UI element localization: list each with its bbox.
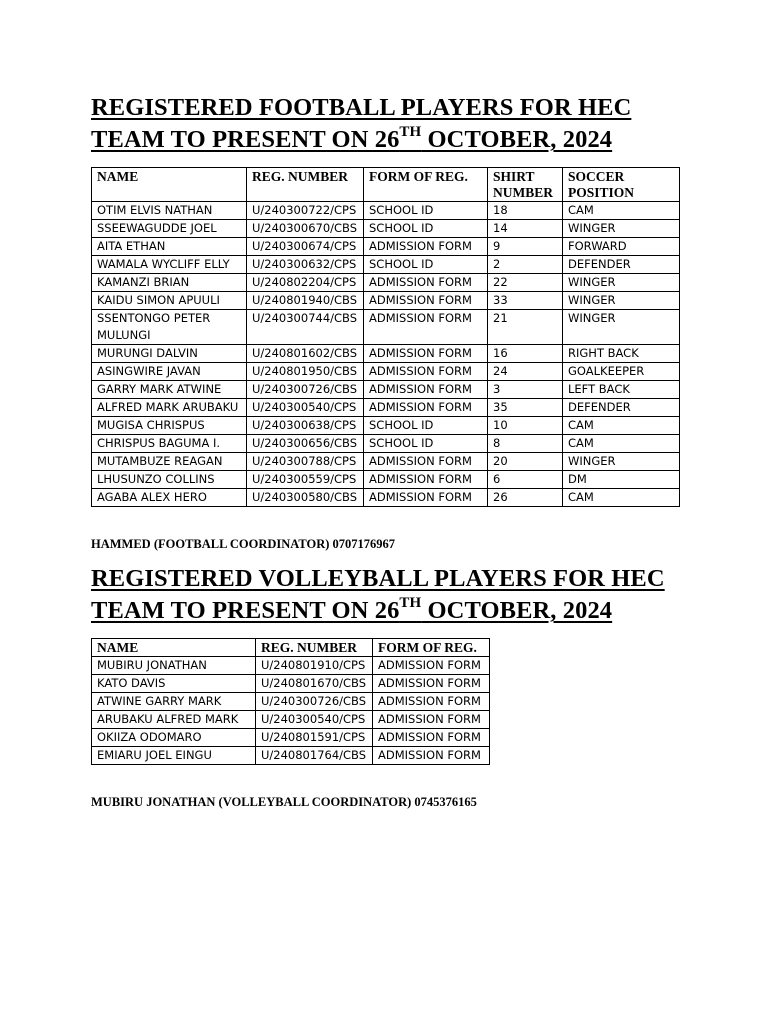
table-row bbox=[92, 746, 490, 764]
table-row bbox=[92, 256, 680, 274]
soccer-position-cell: DM bbox=[563, 471, 680, 489]
volleyball-title bbox=[91, 563, 665, 627]
shirt-number-cell: 18 bbox=[488, 202, 563, 220]
form-of-reg-cell: ADMISSION FORM bbox=[364, 292, 488, 310]
player-name-cell: KAIDU SIMON APUULI bbox=[92, 292, 247, 310]
table-row bbox=[92, 453, 680, 471]
soccer-position-cell: FORWARD bbox=[563, 238, 680, 256]
football-table bbox=[91, 167, 680, 507]
reg-number-cell: U/240801940/CBS bbox=[247, 292, 364, 310]
form-of-reg-cell: ADMISSION FORM bbox=[373, 728, 490, 746]
reg-number-cell: U/240300726/CBS bbox=[247, 381, 364, 399]
shirt-number-cell: 14 bbox=[488, 220, 563, 238]
player-name-cell: EMIARU JOEL EINGU bbox=[92, 746, 256, 764]
form-of-reg-cell: ADMISSION FORM bbox=[364, 399, 488, 417]
player-name-cell: ATWINE GARRY MARK bbox=[92, 692, 256, 710]
player-name-cell: AGABA ALEX HERO bbox=[92, 489, 247, 507]
table-row bbox=[92, 274, 680, 292]
player-name-cell: LHUSUNZO COLLINS bbox=[92, 471, 247, 489]
volleyball-title-line2-suffix: OCTOBER, 2024 bbox=[421, 597, 613, 624]
player-name-cell: ARUBAKU ALFRED MARK bbox=[92, 710, 256, 728]
player-name-cell: KAMANZI BRIAN bbox=[92, 274, 247, 292]
player-name-cell: OTIM ELVIS NATHAN bbox=[92, 202, 247, 220]
reg-number-cell: U/240300788/CPS bbox=[247, 453, 364, 471]
football-title-line1: REGISTERED FOOTBALL PLAYERS FOR HEC bbox=[91, 94, 632, 121]
reg-number-cell: U/240300674/CPS bbox=[247, 238, 364, 256]
table-row bbox=[92, 417, 680, 435]
soccer-position-cell: DEFENDER bbox=[563, 256, 680, 274]
form-of-reg-cell: ADMISSION FORM bbox=[364, 381, 488, 399]
volleyball-title-line2-prefix: TEAM TO PRESENT ON 26 bbox=[91, 597, 400, 624]
volleyball-header-row bbox=[92, 639, 490, 657]
form-of-reg-cell: ADMISSION FORM bbox=[364, 363, 488, 381]
table-row bbox=[92, 692, 490, 710]
shirt-number-cell: 33 bbox=[488, 292, 563, 310]
football-header-soccer-position: SOCCER POSITION bbox=[563, 168, 680, 202]
player-name-cell: MUGISA CHRISPUS bbox=[92, 417, 247, 435]
volleyball-header-form-of-reg: FORM OF REG. bbox=[373, 639, 490, 657]
table-row bbox=[92, 292, 680, 310]
form-of-reg-cell: ADMISSION FORM bbox=[364, 489, 488, 507]
reg-number-cell: U/240300656/CBS bbox=[247, 435, 364, 453]
shirt-number-cell: 9 bbox=[488, 238, 563, 256]
player-name-cell: SSENTONGO PETER MULUNGI bbox=[92, 310, 247, 345]
player-name-cell: MURUNGI DALVIN bbox=[92, 345, 247, 363]
shirt-number-cell: 20 bbox=[488, 453, 563, 471]
reg-number-cell: U/240801910/CPS bbox=[256, 656, 373, 674]
player-name-cell: MUBIRU JONATHAN bbox=[92, 656, 256, 674]
table-row bbox=[92, 399, 680, 417]
soccer-position-cell: CAM bbox=[563, 489, 680, 507]
soccer-position-cell: CAM bbox=[563, 417, 680, 435]
table-row bbox=[92, 381, 680, 399]
player-name-cell: GARRY MARK ATWINE bbox=[92, 381, 247, 399]
soccer-position-cell: DEFENDER bbox=[563, 399, 680, 417]
table-row bbox=[92, 471, 680, 489]
shirt-number-cell: 22 bbox=[488, 274, 563, 292]
table-row bbox=[92, 489, 680, 507]
table-row bbox=[92, 238, 680, 256]
shirt-number-cell: 24 bbox=[488, 363, 563, 381]
form-of-reg-cell: ADMISSION FORM bbox=[364, 453, 488, 471]
soccer-position-cell: WINGER bbox=[563, 292, 680, 310]
football-title-line2-suffix: OCTOBER, 2024 bbox=[421, 126, 613, 153]
table-row bbox=[92, 202, 680, 220]
form-of-reg-cell: SCHOOL ID bbox=[364, 256, 488, 274]
form-of-reg-cell: ADMISSION FORM bbox=[373, 656, 490, 674]
shirt-number-cell: 35 bbox=[488, 399, 563, 417]
shirt-number-cell: 26 bbox=[488, 489, 563, 507]
table-row bbox=[92, 728, 490, 746]
form-of-reg-cell: ADMISSION FORM bbox=[373, 710, 490, 728]
reg-number-cell: U/240801950/CBS bbox=[247, 363, 364, 381]
soccer-position-cell: WINGER bbox=[563, 274, 680, 292]
table-row bbox=[92, 435, 680, 453]
shirt-number-cell: 6 bbox=[488, 471, 563, 489]
football-header-shirt-number: SHIRT NUMBER bbox=[488, 168, 563, 202]
form-of-reg-cell: SCHOOL ID bbox=[364, 202, 488, 220]
volleyball-header-name: NAME bbox=[92, 639, 256, 657]
football-header-form-of-reg: FORM OF REG. bbox=[364, 168, 488, 202]
reg-number-cell: U/240300540/CPS bbox=[247, 399, 364, 417]
football-coordinator: HAMMED (FOOTBALL COORDINATOR) 0707176967 bbox=[91, 537, 396, 551]
form-of-reg-cell: ADMISSION FORM bbox=[373, 692, 490, 710]
football-title bbox=[91, 92, 631, 156]
table-row bbox=[92, 363, 680, 381]
player-name-cell: ALFRED MARK ARUBAKU bbox=[92, 399, 247, 417]
table-row bbox=[92, 674, 490, 692]
player-name-cell: WAMALA WYCLIFF ELLY bbox=[92, 256, 247, 274]
football-title-line2-prefix: TEAM TO PRESENT ON 26 bbox=[91, 126, 400, 153]
soccer-position-cell: LEFT BACK bbox=[563, 381, 680, 399]
form-of-reg-cell: ADMISSION FORM bbox=[364, 238, 488, 256]
reg-number-cell: U/240801602/CBS bbox=[247, 345, 364, 363]
shirt-number-cell: 10 bbox=[488, 417, 563, 435]
football-header-name: NAME bbox=[92, 168, 247, 202]
player-name-cell: ASINGWIRE JAVAN bbox=[92, 363, 247, 381]
football-header-row bbox=[92, 168, 680, 202]
player-name-cell: KATO DAVIS bbox=[92, 674, 256, 692]
table-row bbox=[92, 310, 680, 345]
reg-number-cell: U/240802204/CPS bbox=[247, 274, 364, 292]
reg-number-cell: U/240300744/CBS bbox=[247, 310, 364, 345]
form-of-reg-cell: SCHOOL ID bbox=[364, 435, 488, 453]
volleyball-table-body bbox=[92, 656, 490, 764]
soccer-position-cell: CAM bbox=[563, 202, 680, 220]
player-name-cell: SSEEWAGUDDE JOEL bbox=[92, 220, 247, 238]
reg-number-cell: U/240801591/CPS bbox=[256, 728, 373, 746]
reg-number-cell: U/240300559/CPS bbox=[247, 471, 364, 489]
form-of-reg-cell: ADMISSION FORM bbox=[373, 746, 490, 764]
form-of-reg-cell: SCHOOL ID bbox=[364, 417, 488, 435]
player-name-cell: CHRISPUS BAGUMA I. bbox=[92, 435, 247, 453]
shirt-number-cell: 2 bbox=[488, 256, 563, 274]
football-table-body bbox=[92, 202, 680, 507]
soccer-position-cell: WINGER bbox=[563, 220, 680, 238]
table-row bbox=[92, 710, 490, 728]
reg-number-cell: U/240300726/CBS bbox=[256, 692, 373, 710]
shirt-number-cell: 3 bbox=[488, 381, 563, 399]
table-row bbox=[92, 220, 680, 238]
soccer-position-cell: GOALKEEPER bbox=[563, 363, 680, 381]
volleyball-coordinator: MUBIRU JONATHAN (VOLLEYBALL COORDINATOR) 0745376165 bbox=[91, 795, 477, 809]
volleyball-header-reg-number: REG. NUMBER bbox=[256, 639, 373, 657]
reg-number-cell: U/240801764/CBS bbox=[256, 746, 373, 764]
reg-number-cell: U/240300638/CPS bbox=[247, 417, 364, 435]
soccer-position-cell: CAM bbox=[563, 435, 680, 453]
player-name-cell: OKIIZA ODOMARO bbox=[92, 728, 256, 746]
player-name-cell: AITA ETHAN bbox=[92, 238, 247, 256]
football-title-line2-sup: TH bbox=[399, 123, 422, 140]
reg-number-cell: U/240300670/CBS bbox=[247, 220, 364, 238]
soccer-position-cell: WINGER bbox=[563, 453, 680, 471]
soccer-position-cell: WINGER bbox=[563, 310, 680, 345]
form-of-reg-cell: ADMISSION FORM bbox=[364, 310, 488, 345]
player-name-cell: MUTAMBUZE REAGAN bbox=[92, 453, 247, 471]
shirt-number-cell: 8 bbox=[488, 435, 563, 453]
reg-number-cell: U/240300722/CPS bbox=[247, 202, 364, 220]
form-of-reg-cell: SCHOOL ID bbox=[364, 220, 488, 238]
form-of-reg-cell: ADMISSION FORM bbox=[364, 345, 488, 363]
soccer-position-cell: RIGHT BACK bbox=[563, 345, 680, 363]
football-header-reg-number: REG. NUMBER bbox=[247, 168, 364, 202]
form-of-reg-cell: ADMISSION FORM bbox=[364, 471, 488, 489]
table-row bbox=[92, 656, 490, 674]
shirt-number-cell: 16 bbox=[488, 345, 563, 363]
shirt-number-cell: 21 bbox=[488, 310, 563, 345]
volleyball-table bbox=[91, 638, 490, 765]
table-row bbox=[92, 345, 680, 363]
form-of-reg-cell: ADMISSION FORM bbox=[364, 274, 488, 292]
reg-number-cell: U/240300580/CBS bbox=[247, 489, 364, 507]
reg-number-cell: U/240300632/CPS bbox=[247, 256, 364, 274]
reg-number-cell: U/240801670/CBS bbox=[256, 674, 373, 692]
form-of-reg-cell: ADMISSION FORM bbox=[373, 674, 490, 692]
reg-number-cell: U/240300540/CPS bbox=[256, 710, 373, 728]
volleyball-title-line2-sup: TH bbox=[399, 594, 422, 611]
volleyball-title-line1: REGISTERED VOLLEYBALL PLAYERS FOR HEC bbox=[91, 565, 665, 592]
